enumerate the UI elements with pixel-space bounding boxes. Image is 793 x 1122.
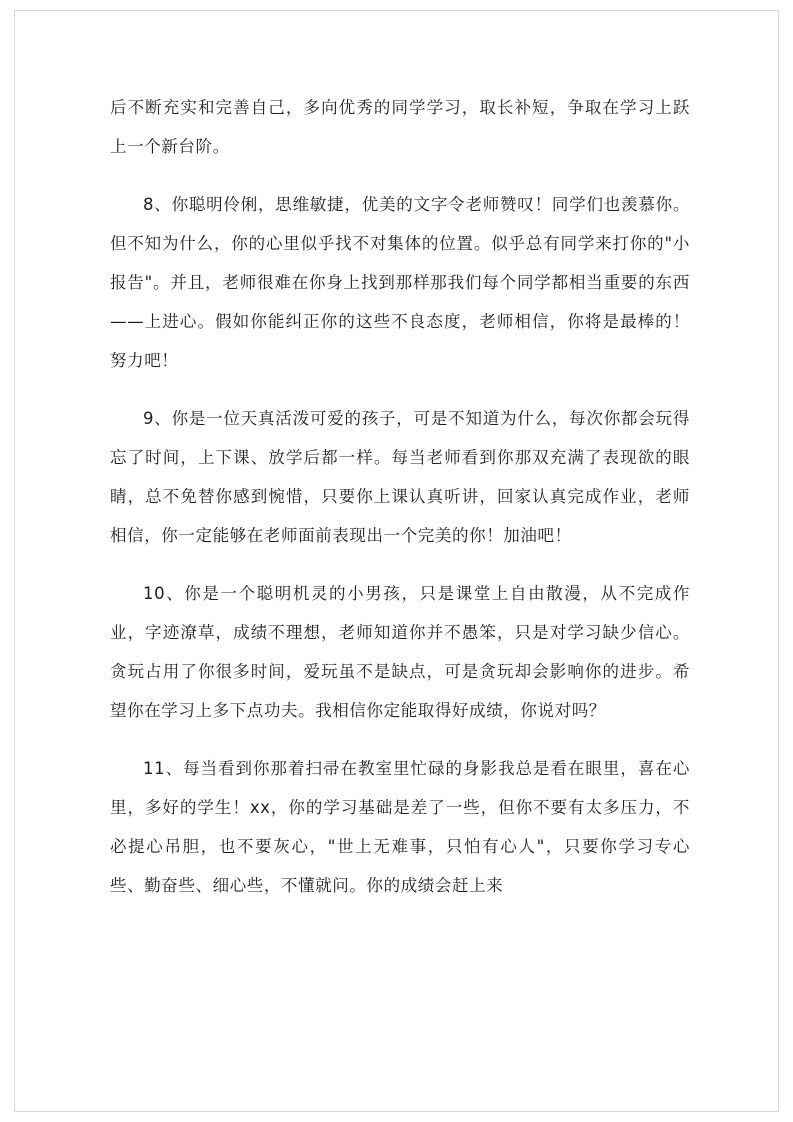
paragraph-item-11: 11、每当看到你那着扫帚在教室里忙碌的身影我总是看在眼里，喜在心里，多好的学生！xx，你的学习基础是差了一些，但你不要有太多压力，不必提心吊胆，也不要灰心，"世上无难事，只怕有心人"，只要你学习专心些、勤奋些、细心些，不懂就问。你的成绩会赶上来: [110, 759, 690, 895]
paragraph-item-10: 10、你是一个聪明机灵的小男孩，只是课堂上自由散漫，从不完成作业，字迹潦草，成绩不理想，老师知道你并不愚笨，只是对学习缺少信心。贪玩占用了你很多时间，爱玩虽不是缺点，可是贪玩却会影响你的进步。希望你在学习上多下点功夫。我相信你定能取得好成绩，你说对吗？: [110, 584, 690, 720]
paragraph-continuation: 后不断充实和完善自己，多向优秀的同学学习，取长补短，争取在学习上跃上一个新台阶。: [110, 98, 690, 156]
document-body: [110, 88, 690, 905]
paragraph-item-8: 8、你聪明伶俐，思维敏捷，优美的文字令老师赞叹！同学们也羡慕你。但不知为什么，你的心里似乎找不对集体的位置。似乎总有同学来打你的"小报告"。并且，老师很难在你身上找到那样那我们每个同学都相当重要的东西——上进心。假如你能纠正你的这些不良态度，老师相信，你将是最棒的！努力吧！: [110, 195, 690, 370]
paragraph-item-9: 9、你是一位天真活泼可爱的孩子，可是不知道为什么，每次你都会玩得忘了时间，上下课、放学后都一样。每当老师看到你那双充满了表现欲的眼睛，总不免替你感到惋惜，只要你上课认真听讲，回家认真完成作业，老师相信，你一定能够在老师面前表现出一个完美的你！加油吧！: [110, 409, 690, 545]
